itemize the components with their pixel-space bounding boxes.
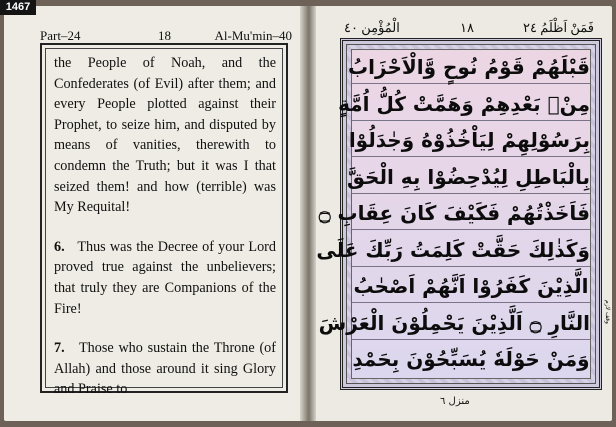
arabic-line: وَكَذٰلِكَ حَقَّتْ كَلِمَتُ رَبِّكَ عَلَى (352, 233, 590, 267)
arabic-page-number: ١٨ (460, 20, 474, 35)
arabic-juz-label: فَمَنْ اَظْلَمُ ٢٤ (522, 20, 594, 35)
page-number: 18 (158, 28, 171, 43)
paragraph-text: Thus was the Decree of your Lord proved true against the unbelievers; that truly they are Companions of the Fire! (54, 238, 276, 317)
paragraph-text: Those who sustain the Throne (of Allah) and those around it sing Glory and Praise to (54, 340, 276, 398)
translation-paragraph (54, 53, 276, 218)
translation-paragraph (54, 338, 276, 400)
part-label: Part–24 (40, 28, 81, 43)
sura-label: Al-Mu'min–40 (214, 28, 292, 43)
arabic-text-panel (316, 49, 591, 379)
translation-text (54, 53, 276, 400)
arabic-line: قَبْلَهُمْ قَوْمُ نُوحٍ وَّالْاَحْزَابُ (352, 50, 590, 84)
arabic-sura-label: الْمُؤْمِن ٤٠ (344, 20, 400, 35)
arabic-line: فَاَخَذْتُهُمْ فَكَيْفَ كَانَ عِقَابِ ۝ (352, 196, 590, 230)
verse-number: 7. (54, 340, 65, 357)
arabic-line: بِرَسُوْلِهِمْ لِيَاْخُذُوْهُ وَجٰدَلُوْا (352, 123, 590, 157)
manzil-footer: منزل ٦ (440, 396, 470, 407)
arabic-line: وَمَنْ حَوْلَهٗ يُسَبِّحُوْنَ بِحَمْدِ (352, 347, 590, 371)
right-page-header (344, 20, 594, 40)
arabic-line: مِنْۢ بَعْدِهِمْ وَهَمَّتْ كُلُّ اُمَّةٍ (352, 87, 590, 121)
translation-frame (40, 43, 288, 398)
arabic-line: النَّارِ ۝ اَلَّذِيْنَ يَحْمِلُوْنَ الْعَرْشَ (352, 306, 590, 340)
book-gutter (300, 6, 316, 421)
arabic-line: بِالْبَاطِلِ لِيُدْحِضُوْا بِهِ الْحَقَّ (352, 160, 590, 194)
paragraph-text: the People of Noah, and the Confederates (of Evil) after them; and every People plotted against their Prophet, to seize him, and disputed by means of vanities, therewith to condemn the Truth; but it was I that seized them! and how (terrible) was My Requital! (54, 55, 276, 216)
arabic-line: الَّذِيْنَ كَفَرُوْا اَنَّهُمْ اَصْحٰبُ (352, 269, 590, 303)
arabic-text-frame (316, 38, 602, 390)
image-number-badge: 1467 (0, 0, 36, 15)
translation-paragraph (54, 237, 276, 319)
verse-number: 6. (54, 238, 65, 255)
margin-note: وقف لازم (604, 300, 611, 324)
